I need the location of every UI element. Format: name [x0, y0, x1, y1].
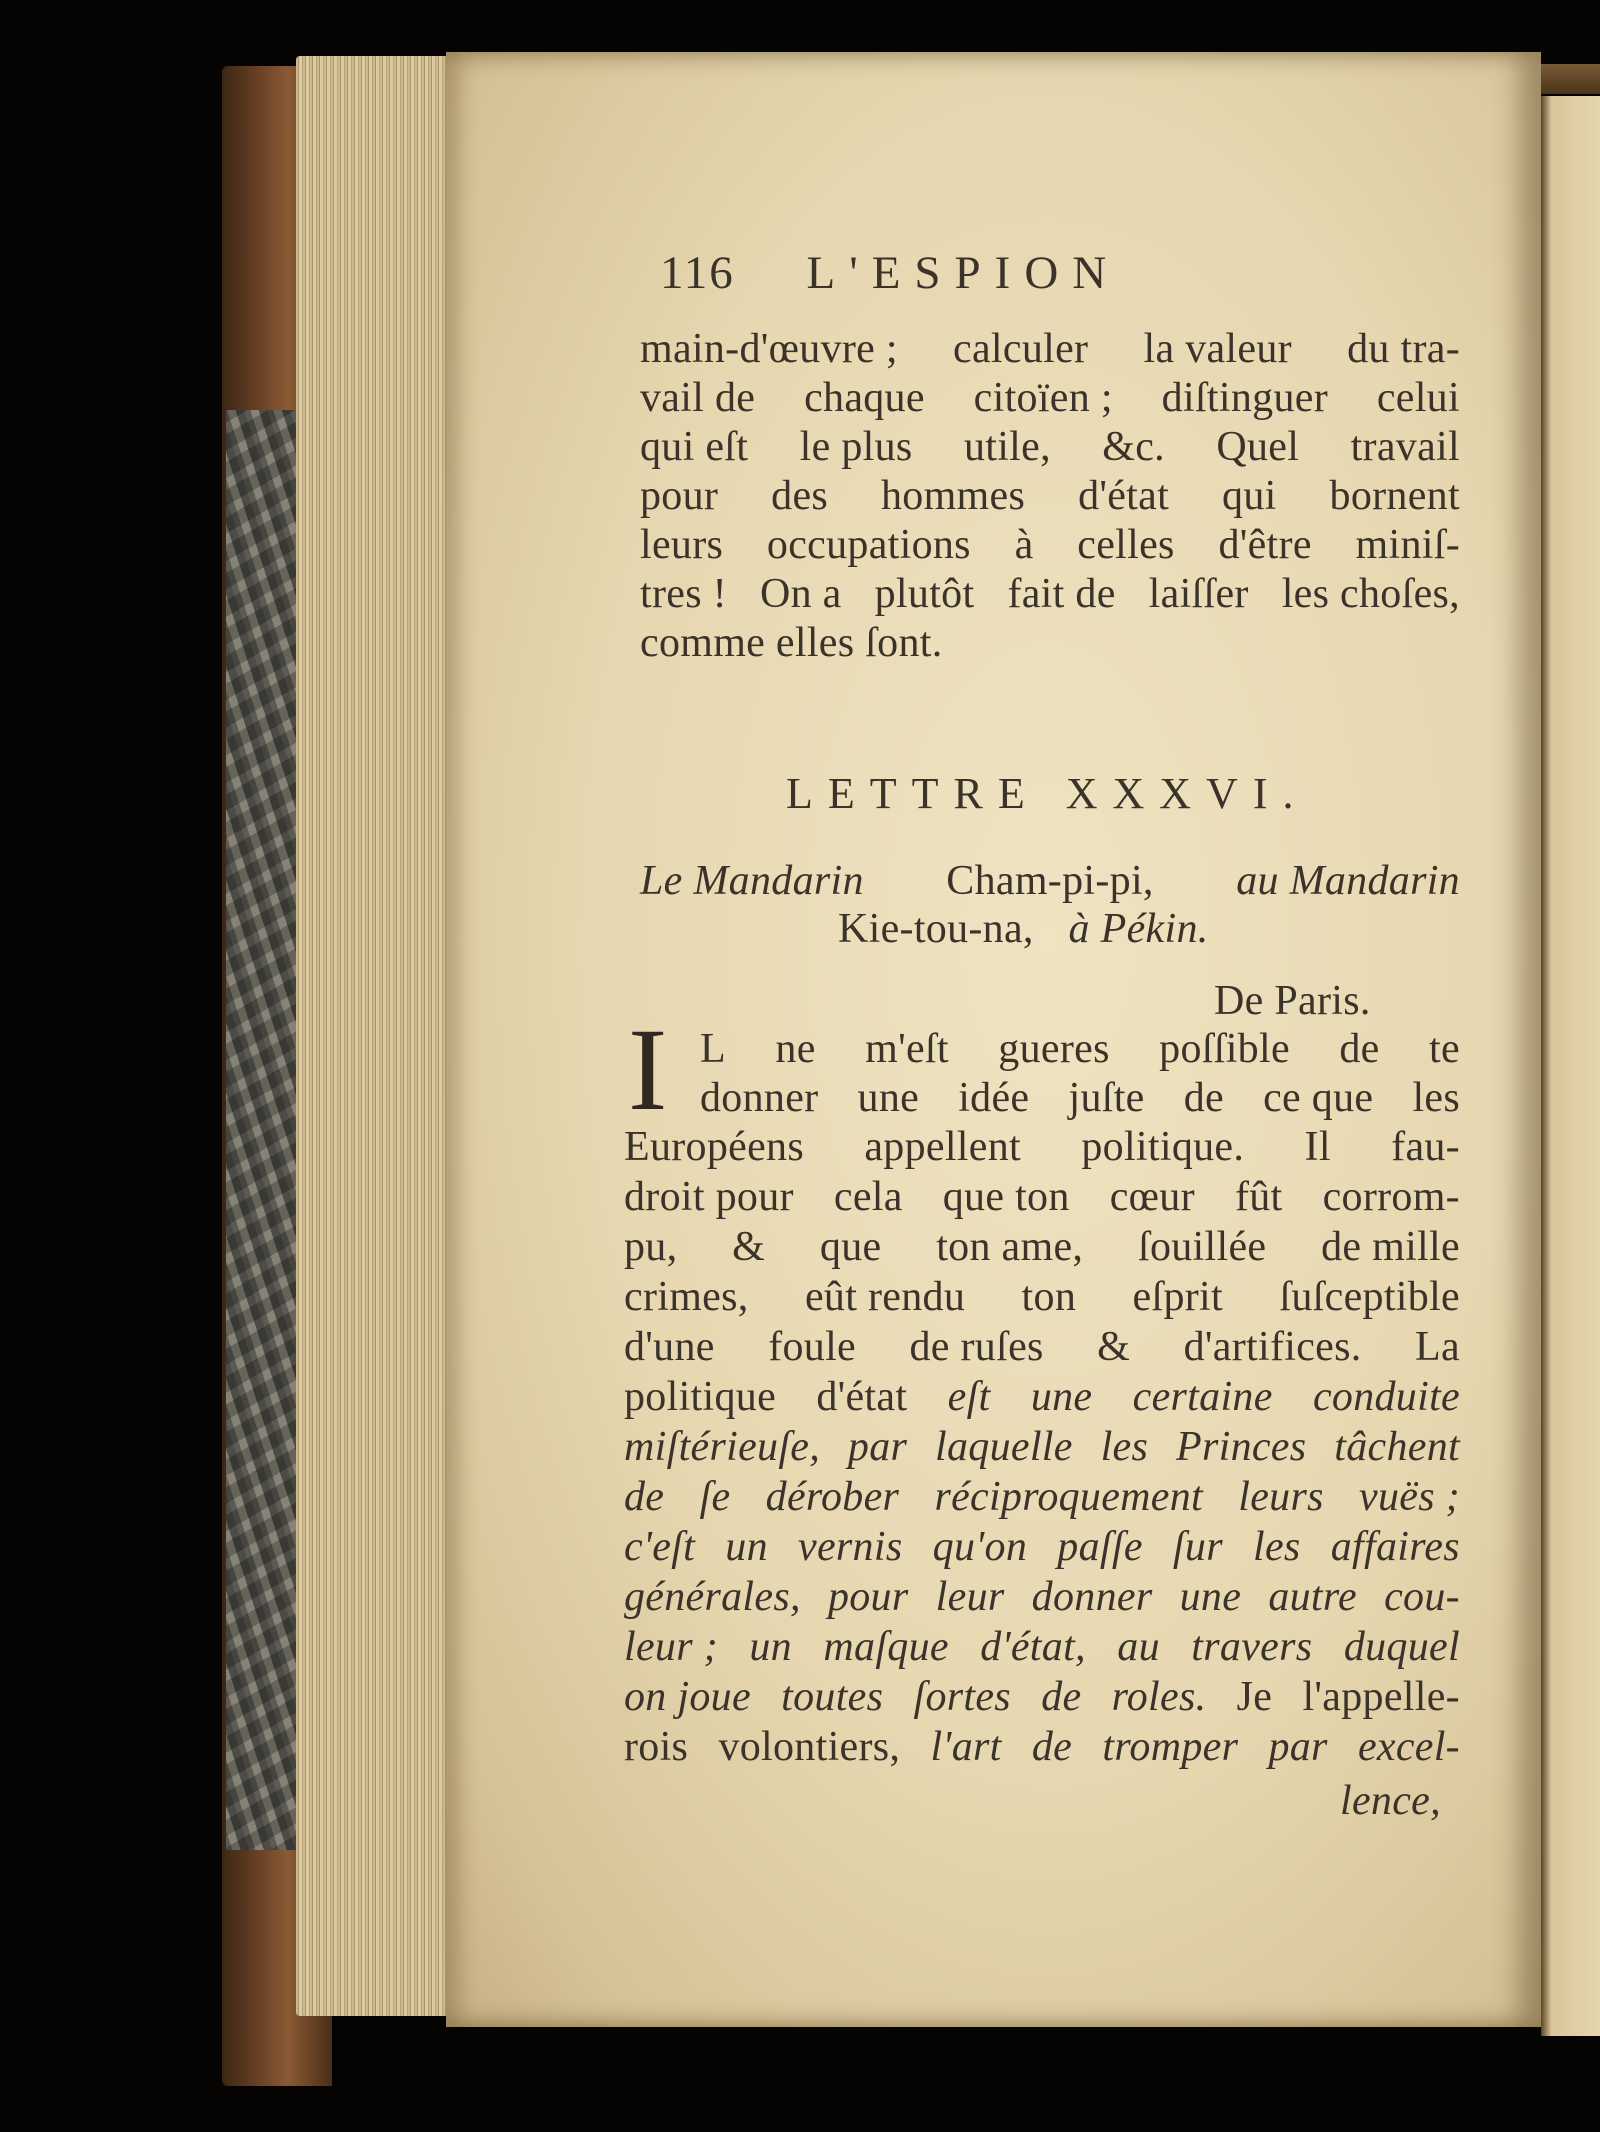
word: de ruſes — [909, 1324, 1044, 1370]
text-line — [624, 1724, 1460, 1771]
word: au — [1117, 1624, 1160, 1670]
word: te — [1429, 1026, 1460, 1072]
word: vuës ; — [1359, 1474, 1460, 1520]
word: roles. — [1111, 1674, 1207, 1720]
running-title: L'ESPION — [806, 247, 1121, 299]
word: l'art — [930, 1724, 1002, 1770]
word: volontiers, — [718, 1724, 901, 1770]
word: On a — [759, 571, 842, 617]
word: affaires — [1330, 1524, 1460, 1570]
word: vernis — [798, 1524, 903, 1570]
word: eût rendu — [804, 1274, 966, 1320]
word: L — [700, 1026, 726, 1072]
word: fait de — [1007, 571, 1116, 617]
text-line — [640, 571, 1460, 618]
word: pour — [640, 473, 719, 519]
word: poſſible — [1159, 1026, 1290, 1072]
word: tâchent — [1334, 1424, 1460, 1470]
word: un — [725, 1524, 768, 1570]
text-line — [640, 375, 1460, 422]
text-line — [624, 1124, 1460, 1171]
text-line — [640, 473, 1460, 520]
word: plutôt — [874, 571, 975, 617]
letter-place: De Paris. — [1214, 978, 1371, 1024]
word: maſque — [823, 1624, 949, 1670]
word: donner — [1031, 1574, 1153, 1620]
word: La — [1415, 1324, 1460, 1370]
word: autre — [1268, 1574, 1357, 1620]
word: vail de — [640, 375, 756, 421]
word: une — [857, 1075, 920, 1121]
address-text: à Pékin. — [1068, 906, 1209, 952]
word: citoïen ; — [973, 375, 1113, 421]
word: à — [1014, 522, 1034, 568]
word: ſortes — [913, 1674, 1011, 1720]
text-line — [640, 620, 943, 667]
word: appellent — [864, 1124, 1021, 1170]
text-line — [624, 1374, 1460, 1421]
word: d'état — [1078, 473, 1170, 519]
word: leurs — [640, 522, 724, 568]
word: fau- — [1391, 1124, 1460, 1170]
word: les — [1412, 1075, 1460, 1121]
word: dérober — [765, 1474, 900, 1520]
word: travers — [1191, 1624, 1313, 1670]
word: Européens — [624, 1124, 804, 1170]
word: main-d'œuvre ; — [640, 326, 898, 372]
word: droit pour — [624, 1174, 794, 1220]
word: &c. — [1102, 424, 1165, 470]
word: Princes — [1176, 1424, 1307, 1470]
word: réciproquement — [934, 1474, 1204, 1520]
word: les — [1253, 1524, 1301, 1570]
text-line — [700, 1026, 1460, 1073]
word: eſprit — [1132, 1274, 1223, 1320]
letter-heading: LETTRE XXXVI. — [786, 769, 1309, 818]
word: de — [1031, 1724, 1073, 1770]
word: certaine — [1132, 1374, 1273, 1420]
word: des — [771, 473, 829, 519]
word: de — [624, 1474, 665, 1520]
word: leurs — [1238, 1474, 1324, 1520]
word: de — [1339, 1026, 1380, 1072]
word: Je — [1236, 1674, 1273, 1720]
facing-page-edge — [1541, 96, 1600, 2036]
word: d'artifices. — [1183, 1324, 1362, 1370]
word: c'eſt — [624, 1524, 696, 1570]
word: ton ame, — [936, 1224, 1084, 1270]
address-text: Kie-tou-na, — [838, 906, 1034, 952]
word: donner — [700, 1075, 819, 1121]
word: bornent — [1329, 473, 1460, 519]
word: gueres — [998, 1026, 1110, 1072]
word: l'appelle- — [1302, 1674, 1460, 1720]
word: miſtérieuſe, — [624, 1424, 821, 1470]
word: le plus — [799, 424, 913, 470]
word: Il — [1304, 1124, 1331, 1170]
word: Quel — [1216, 424, 1300, 470]
word: qui — [1222, 473, 1277, 519]
word: les — [1100, 1424, 1149, 1470]
word: ne — [775, 1026, 816, 1072]
word: cou- — [1384, 1574, 1460, 1620]
word: corrom- — [1322, 1174, 1460, 1220]
word: de — [1183, 1075, 1224, 1121]
word: tres ! — [640, 571, 727, 617]
word: du tra- — [1347, 326, 1460, 372]
word: utile, — [963, 424, 1051, 470]
text-line — [624, 1524, 1460, 1571]
word: politique. — [1081, 1124, 1245, 1170]
word: eſt — [947, 1374, 991, 1420]
running-head — [660, 246, 1120, 300]
word: leur ; — [624, 1624, 718, 1670]
word: occupations — [766, 522, 971, 568]
word: laiſſer — [1148, 571, 1249, 617]
text-line — [624, 1474, 1460, 1521]
word: ſur — [1172, 1524, 1223, 1570]
word: rois — [624, 1724, 689, 1770]
text-line — [624, 1324, 1460, 1371]
address-text: Le Mandarin — [640, 858, 864, 904]
word: hommes — [880, 473, 1026, 519]
word: de mille — [1321, 1224, 1460, 1270]
catchword: lence, — [1340, 1778, 1441, 1824]
text-line — [640, 522, 1460, 569]
word: politique — [624, 1374, 777, 1420]
word: la valeur — [1143, 326, 1292, 372]
word: une — [1030, 1374, 1093, 1420]
letter-address-line-2 — [838, 906, 1209, 953]
word: & — [1097, 1324, 1131, 1370]
word: on joue — [624, 1674, 751, 1720]
word: leur — [935, 1574, 1005, 1620]
word: une — [1179, 1574, 1242, 1620]
text-line — [700, 1075, 1460, 1122]
word: conduite — [1312, 1374, 1460, 1420]
word: par — [847, 1424, 908, 1470]
word: m'eſt — [865, 1026, 949, 1072]
word: générales, — [624, 1574, 801, 1620]
word: qu'on — [932, 1524, 1028, 1570]
word: miniſ- — [1355, 522, 1460, 568]
word: ton — [1021, 1274, 1077, 1320]
text-line — [624, 1274, 1460, 1321]
text-line — [624, 1424, 1460, 1471]
address-text: Cham-pi-pi, — [946, 858, 1154, 904]
word: ce que — [1263, 1075, 1374, 1121]
word: travail — [1350, 424, 1460, 470]
word: pour — [827, 1574, 909, 1620]
word: cœur — [1109, 1174, 1195, 1220]
word: cela — [833, 1174, 903, 1220]
letter-address-line-1 — [640, 858, 1460, 905]
text-line — [640, 326, 1460, 373]
word: ſe — [699, 1474, 731, 1520]
word: que ton — [942, 1174, 1070, 1220]
word: d'état — [816, 1374, 908, 1420]
word: ſuſceptible — [1279, 1274, 1460, 1320]
word: calculer — [953, 326, 1089, 372]
word: d'une — [624, 1324, 715, 1370]
text-line — [624, 1574, 1460, 1621]
word: idée — [958, 1075, 1030, 1121]
word: fût — [1234, 1174, 1283, 1220]
text-line — [624, 1224, 1460, 1271]
text-line — [640, 424, 1460, 471]
word: duquel — [1343, 1624, 1460, 1670]
drop-cap: I — [628, 1004, 668, 1135]
word: d'être — [1218, 522, 1312, 568]
word: de — [1041, 1674, 1082, 1720]
word: paſſe — [1057, 1524, 1143, 1570]
word: & — [732, 1224, 766, 1270]
word: qui eſt — [640, 424, 749, 470]
word: crimes, — [624, 1274, 749, 1320]
word: celui — [1376, 375, 1460, 421]
word: foule — [768, 1324, 856, 1370]
address-text: au Mandarin — [1236, 858, 1460, 904]
word: ſouillée — [1137, 1224, 1267, 1270]
word: par — [1268, 1724, 1328, 1770]
word: tromper — [1102, 1724, 1239, 1770]
text-line — [624, 1174, 1460, 1221]
word: celles — [1077, 522, 1175, 568]
word: que — [819, 1224, 882, 1270]
word: diſtinguer — [1161, 375, 1328, 421]
word: pu, — [624, 1224, 678, 1270]
word: un — [749, 1624, 792, 1670]
word: laquelle — [935, 1424, 1073, 1470]
page-number: 116 — [660, 247, 735, 299]
text-line — [624, 1624, 1460, 1671]
text-line — [624, 1674, 1460, 1721]
word: excel- — [1357, 1724, 1460, 1770]
word: chaque — [804, 375, 925, 421]
word: comme elles ſont. — [640, 620, 943, 666]
word: les choſes, — [1281, 571, 1460, 617]
word: d'état, — [980, 1624, 1086, 1670]
word: juſte — [1068, 1075, 1145, 1121]
word: toutes — [781, 1674, 884, 1720]
